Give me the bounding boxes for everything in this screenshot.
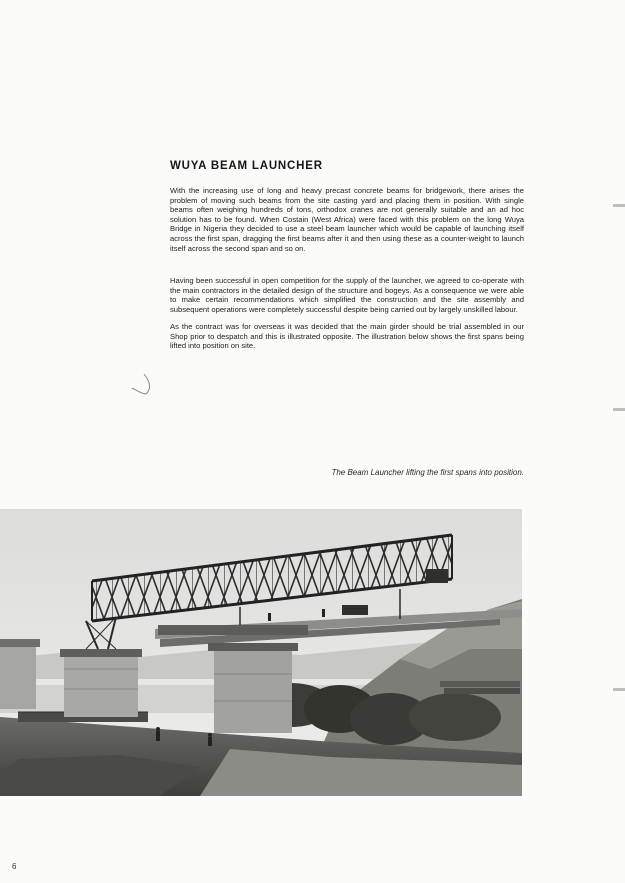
binding-mark — [613, 688, 625, 691]
binding-mark — [613, 408, 625, 411]
pen-mark-icon — [128, 372, 156, 398]
article-paragraph-3: As the contract was for overseas it was decided that the main girder should be trial assembled in our Shop prior to despatch and this is illustrated opposite. The illustration below shows the first spans being lifted into position on site. — [170, 322, 524, 351]
bridge-photo — [0, 509, 522, 796]
photo-caption: The Beam Launcher lifting the first spans into position. — [331, 468, 524, 477]
binding-mark — [613, 204, 625, 207]
article-heading: WUYA BEAM LAUNCHER — [170, 160, 323, 172]
article-paragraph-2: Having been successful in open competition for the supply of the launcher, we agreed to co-operate with the main contractors in the detailed design of the structure and bogeys. As a consequence we were able to make certain recommendations which simplified the construction and the site assembly and subsequent operations were completely successful despite being carried out by largely unskilled labour. — [170, 276, 524, 314]
beam-launcher-photo-image — [0, 509, 522, 796]
article-paragraph-1: With the increasing use of long and heavy precast concrete beams for bridgework, there arises the problem of moving such beams from the site casting yard and placing them in position. With single beams often weighing hundreds of tons, orthodox cranes are not generally suitable and an ad hoc solution has to be found. When Costain (West Africa) were faced with this problem on the long Wuya Bridge in Nigeria they decided to use a steel beam launcher which would be capable of launching itself across the first span, dragging the first beams after it and then using these as a counter-weight to launch itself across the second span and so on. — [170, 186, 524, 253]
page-number: 6 — [12, 862, 17, 871]
